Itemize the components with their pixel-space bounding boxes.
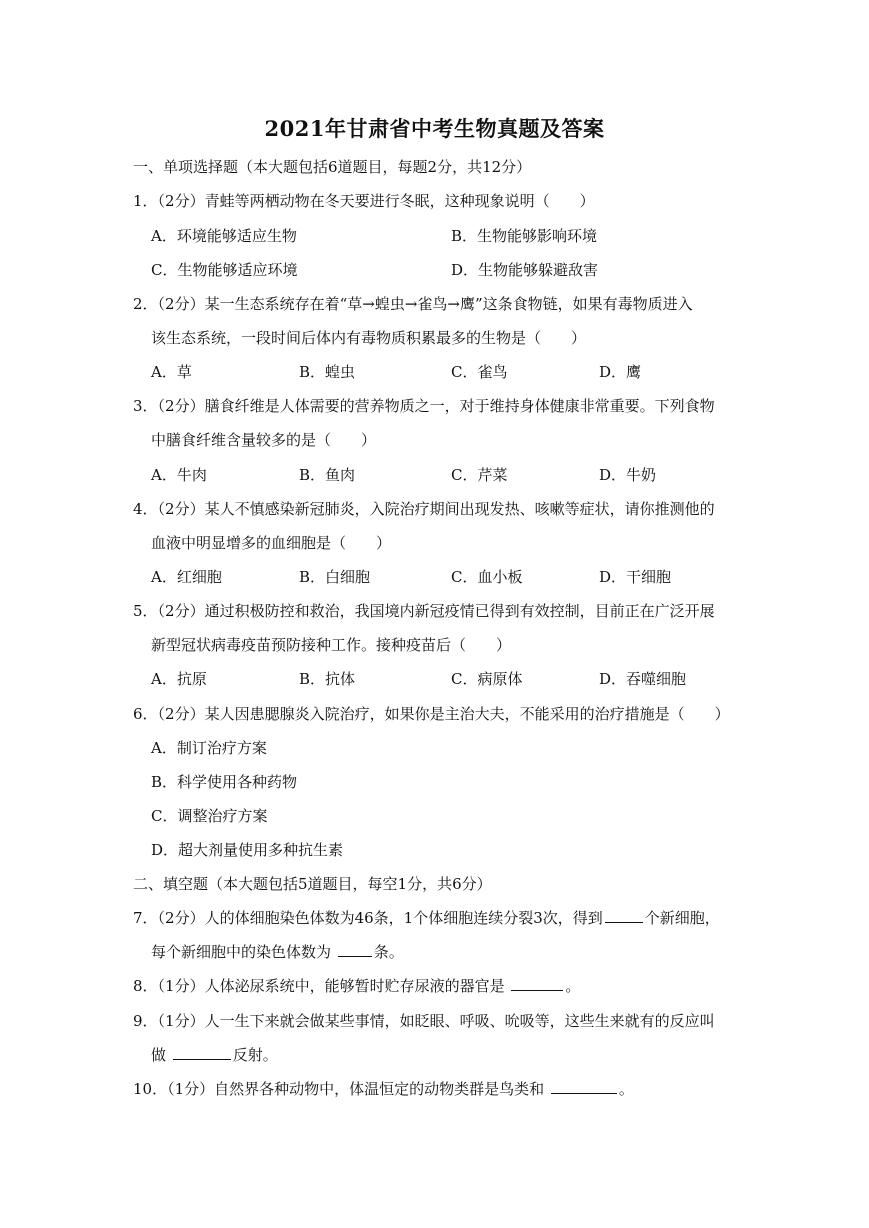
question-3-stem-line1: 3．（2分）膳食纤维是人体需要的营养物质之一，对于维持身体健康非常重要。下列食物 (133, 397, 715, 415)
question-6-stem: 6．（2分）某人因患腮腺炎入院治疗，如果你是主治大夫，不能采用的治疗措施是（ ） (133, 705, 730, 723)
q6-option-b: B．科学使用各种药物 (151, 773, 298, 791)
question-8 (133, 975, 580, 997)
q7-blank-1[interactable] (605, 908, 643, 923)
q2-option-b: B．蝗虫 (299, 363, 356, 381)
question-4-stem-line2: 血液中明显增多的血细胞是（ ） (151, 534, 392, 552)
q9-text-2: 做 (151, 1046, 167, 1064)
q9-blank[interactable] (173, 1045, 231, 1060)
q7-blank-2[interactable] (338, 942, 372, 957)
question-5-stem-line1: 5．（2分）通过积极防控和救治，我国境内新冠疫情已得到有效控制，目前正在广泛开展 (133, 602, 715, 620)
q1-option-b: B．生物能够影响环境 (451, 227, 598, 245)
question-4-stem-line1: 4．（2分）某人不慎感染新冠肺炎，入院治疗期间出现发热、咳嗽等症状，请你推测他的 (133, 500, 715, 518)
page-title: 2021年甘肃省中考生物真题及答案 (264, 116, 605, 141)
q7-text-3: 每个新细胞中的染色体数为 (151, 943, 332, 961)
question-9-line2 (151, 1044, 278, 1066)
q5-option-c: C．病原体 (451, 670, 523, 688)
q7-text-1: 7．（2分）人的体细胞染色体数为46条，1个体细胞连续分裂3次，得到 (133, 909, 603, 927)
q7-text-2: 个新细胞， (644, 909, 720, 927)
q10-text-2: 。 (618, 1080, 634, 1098)
q10-text-1: 10．（1分）自然界各种动物中，体温恒定的动物类群是鸟类和 (133, 1080, 545, 1098)
q6-option-c: C．调整治疗方案 (151, 807, 268, 825)
q5-option-d: D．吞噬细胞 (599, 670, 687, 688)
q2-option-c: C．雀鸟 (451, 363, 508, 381)
section-heading-fill: 二、填空题（本大题包括5道题目，每空1分，共6分） (133, 875, 492, 893)
q8-text-2: 。 (565, 977, 581, 995)
q9-text-3: 反射。 (232, 1046, 278, 1064)
q7-text-4: 条。 (373, 943, 404, 961)
question-7-line2 (151, 941, 404, 963)
q4-option-a: A．红细胞 (151, 568, 222, 586)
q3-option-c: C．芹菜 (451, 466, 508, 484)
q5-option-a: A．抗原 (151, 670, 207, 688)
q4-option-c: C．血小板 (451, 568, 523, 586)
question-1-stem: 1．（2分）青蛙等两栖动物在冬天要进行冬眠，这种现象说明（ ） (133, 192, 595, 210)
q3-option-a: A．牛肉 (151, 466, 207, 484)
question-3-stem-line2: 中膳食纤维含量较多的是（ ） (151, 431, 377, 449)
q1-option-d: D．生物能够躲避敌害 (451, 261, 599, 279)
question-5-stem-line2: 新型冠状病毒疫苗预防接种工作。接种疫苗后（ ） (151, 636, 512, 654)
q2-option-d: D．鹰 (599, 363, 642, 381)
q3-option-b: B．鱼肉 (299, 466, 356, 484)
q8-blank[interactable] (511, 976, 563, 991)
q8-text-1: 8．（1分）人体泌尿系统中，能够暂时贮存尿液的器官是 (133, 977, 505, 995)
question-7-line1 (133, 907, 720, 929)
q4-option-d: D．干细胞 (599, 568, 672, 586)
q1-option-c: C．生物能够适应环境 (151, 261, 298, 279)
q1-option-a: A．环境能够适应生物 (151, 227, 297, 245)
q6-option-a: A．制订治疗方案 (151, 739, 267, 757)
question-2-stem-line1: 2．（2分）某一生态系统存在着“草→蝗虫→雀鸟→鹰”这条食物链，如果有毒物质进入 (133, 295, 693, 313)
q6-option-d: D．超大剂量使用多种抗生素 (151, 841, 344, 859)
question-10 (133, 1078, 634, 1100)
q4-option-b: B．白细胞 (299, 568, 371, 586)
q5-option-b: B．抗体 (299, 670, 356, 688)
q2-option-a: A．草 (151, 363, 192, 381)
question-9-line1: 9．（1分）人一生下来就会做某些事情，如眨眼、呼吸、吮吸等，这些生来就有的反应叫 (133, 1012, 715, 1030)
section-heading-choice: 一、单项选择题（本大题包括6道题目，每题2分，共12分） (133, 158, 532, 176)
q3-option-d: D．牛奶 (599, 466, 657, 484)
question-2-stem-line2: 该生态系统，一段时间后体内有毒物质积累最多的生物是（ ） (151, 329, 587, 347)
q10-blank[interactable] (551, 1079, 617, 1094)
